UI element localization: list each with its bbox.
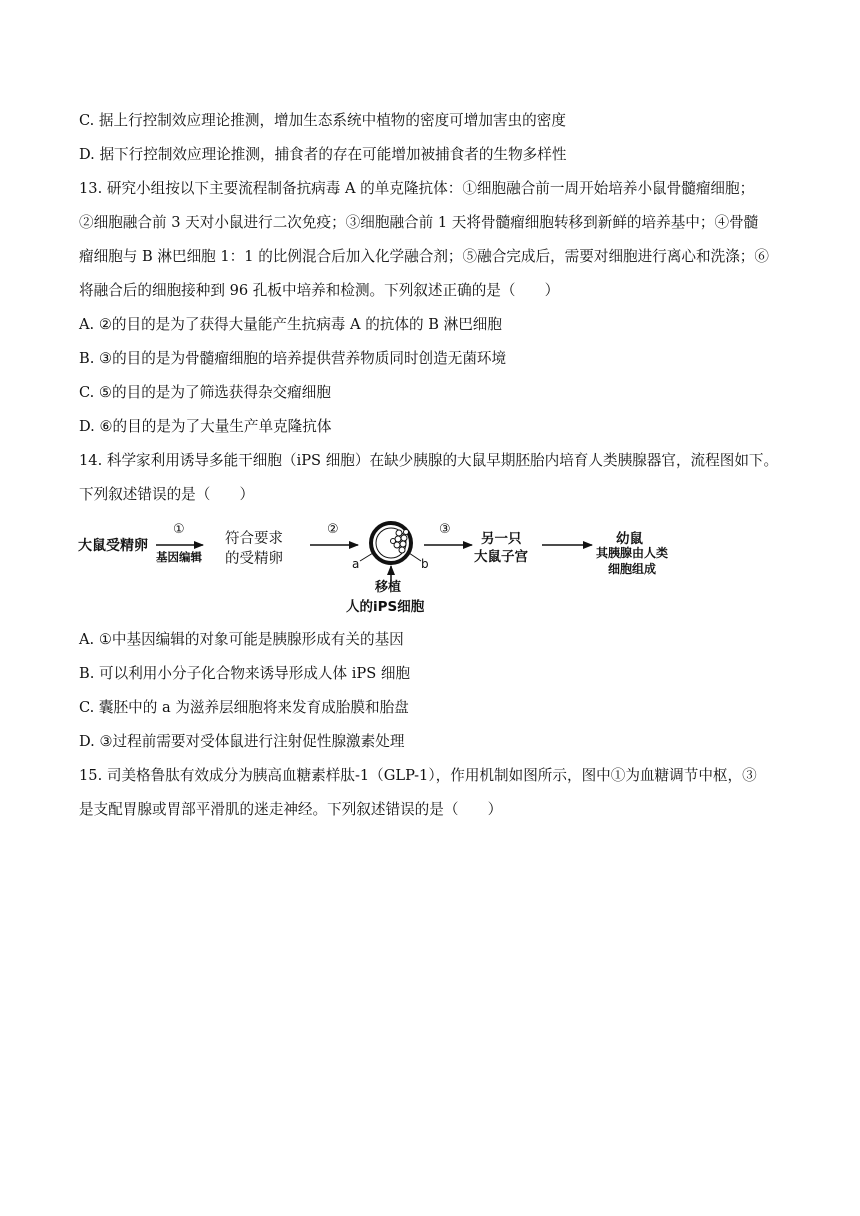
q14-option-b: B. 可以利用小分子化合物来诱导形成人体 iPS 细胞 <box>79 665 411 682</box>
q12-option-c: C. 据上行控制效应理论推测，增加生态系统中植物的密度可增加害虫的密度 <box>79 112 566 129</box>
step-2-marker: ② <box>327 522 339 537</box>
step-3-marker: ③ <box>439 522 451 537</box>
q13-stem-line-4: 将融合后的细胞接种到 96 孔板中培养和检测。下列叙述正确的是（ ） <box>79 282 560 299</box>
pointer-line-b <box>409 553 421 561</box>
q13-stem-line-1: 13. 研究小组按以下主要流程制备抗病毒 A 的单克隆抗体：①细胞融合前一周开始培养小鼠骨髓瘤细胞； <box>79 180 755 197</box>
q13-stem-line-3: 瘤细胞与 B 淋巴细胞 1：1 的比例混合后加入化学融合剂；⑤融合完成后，需要对细胞进行离心和洗涤；⑥ <box>79 248 769 265</box>
q13-option-b: B. ③的目的是为骨髓瘤细胞的培养提供营养物质同时创造无菌环境 <box>79 350 507 367</box>
q12-option-d: D. 据下行控制效应理论推测，捕食者的存在可能增加被捕食者的生物多样性 <box>79 146 567 163</box>
node-qualified-zygote-line-1: 符合要求 <box>225 531 283 547</box>
q13-stem-line-2: ②细胞融合前 3 天对小鼠进行二次免疫；③细胞融合前 1 天将骨髓瘤细胞转移到新鲜的培养基中；④骨髓 <box>79 214 759 231</box>
q14-option-d: D. ③过程前需要对受体鼠进行注射促性腺激素处理 <box>79 733 405 750</box>
pointer-line-a <box>360 553 373 561</box>
step-1-marker: ① <box>173 522 185 537</box>
node-young-rat-line-3: 细胞组成 <box>608 562 657 576</box>
label-b: b <box>421 557 429 571</box>
node-rat-zygote: 大鼠受精卵 <box>78 538 148 554</box>
node-another-rat-uterus-line-1: 另一只 <box>481 531 522 547</box>
q15-stem-line-2: 是支配胃腺或胃部平滑肌的迷走神经。下列叙述错误的是（ ） <box>79 801 503 818</box>
q15-stem-line-1: 15. 司美格鲁肽有效成分为胰高血糖素样肽-1（GLP-1），作用机制如图所示，图中①为血糖调节中枢，③ <box>79 767 757 784</box>
human-ips-cells-label: 人的iPS细胞 <box>346 599 425 615</box>
transplant-label: 移植 <box>375 580 402 595</box>
label-a: a <box>352 557 360 571</box>
node-qualified-zygote-line-2: 的受精卵 <box>225 551 283 567</box>
node-another-rat-uterus-line-2: 大鼠子宫 <box>474 549 528 565</box>
node-young-rat-line-1: 幼鼠 <box>616 531 643 547</box>
q14-option-c: C. 囊胚中的 a 为滋养层细胞将来发育成胎膜和胎盘 <box>79 699 409 716</box>
q13-option-d: D. ⑥的目的是为了大量生产单克隆抗体 <box>79 418 332 435</box>
q14-option-a: A. ①中基因编辑的对象可能是胰腺形成有关的基因 <box>79 631 404 648</box>
q14-flow-diagram <box>76 519 696 619</box>
step-1-label: 基因编辑 <box>156 550 202 564</box>
q13-option-c: C. ⑤的目的是为了筛选获得杂交瘤细胞 <box>79 384 331 401</box>
q14-stem-line-2: 下列叙述错误的是（ ） <box>79 486 255 503</box>
q13-option-a: A. ②的目的是为了获得大量能产生抗病毒 A 的抗体的 B 淋巴细胞 <box>79 316 502 333</box>
node-young-rat-line-2: 其胰腺由人类 <box>596 546 669 560</box>
q14-stem-line-1: 14. 科学家利用诱导多能干细胞（iPS 细胞）在缺少胰腺的大鼠早期胚胎内培育人类胰腺器官，流程图如下。 <box>79 452 779 469</box>
